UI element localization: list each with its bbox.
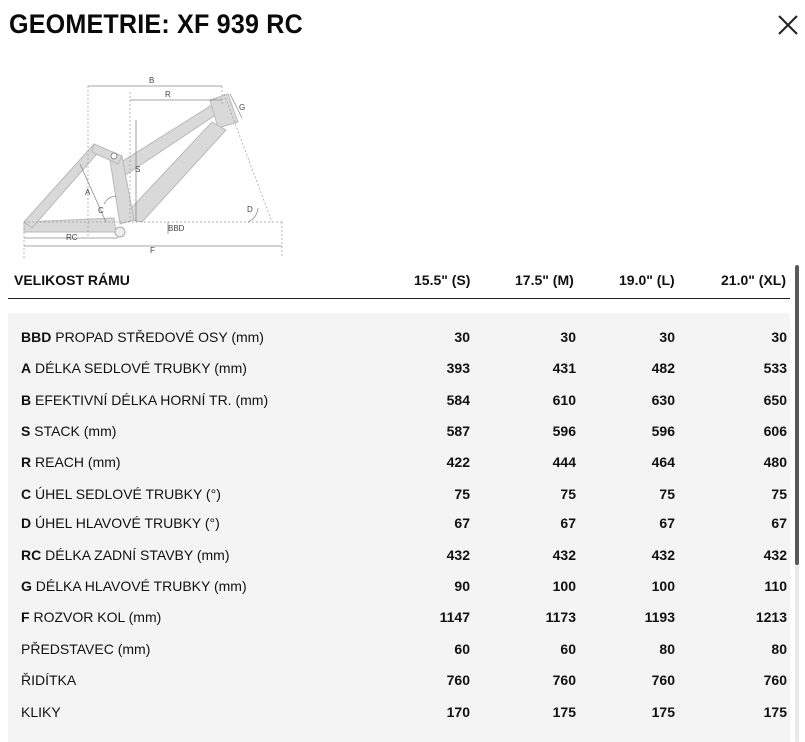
table-row xyxy=(8,507,790,538)
row-code: F xyxy=(21,609,30,625)
value-l: 596 xyxy=(651,423,675,439)
value-xl: 75 xyxy=(771,486,787,502)
value-l: 67 xyxy=(659,515,675,531)
row-label: ŘIDÍTKA xyxy=(21,672,77,688)
value-xl: 110 xyxy=(764,578,787,594)
value-s: 432 xyxy=(446,547,470,563)
value-xl: 650 xyxy=(763,392,787,408)
diagram-label-d: D xyxy=(247,205,253,214)
row-code: A xyxy=(21,360,32,376)
value-l: 760 xyxy=(651,672,675,688)
row-label: DÉLKA ZADNÍ STAVBY (mm) xyxy=(45,547,230,563)
value-l: 100 xyxy=(651,578,675,594)
value-s: 587 xyxy=(446,423,470,439)
table-row xyxy=(8,415,790,446)
value-xl: 1213 xyxy=(755,609,787,625)
value-xl: 480 xyxy=(763,454,787,470)
row-code: BBD xyxy=(21,329,52,345)
value-l: 75 xyxy=(659,486,675,502)
scrollbar-thumb[interactable] xyxy=(795,265,799,565)
table-row xyxy=(8,321,790,352)
header-size-l: 19.0" (L) xyxy=(619,272,675,288)
value-s: 67 xyxy=(454,515,470,531)
header-size-m: 17.5" (M) xyxy=(515,272,574,288)
row-code: S xyxy=(21,423,31,439)
row-code: C xyxy=(21,486,32,502)
geometry-table xyxy=(8,313,790,742)
row-label: KLIKY xyxy=(21,704,61,720)
table-row xyxy=(8,601,790,632)
value-xl: 67 xyxy=(771,515,787,531)
page-title: GEOMETRIE: XF 939 RC xyxy=(9,9,303,39)
value-m: 60 xyxy=(560,641,576,657)
value-l: 30 xyxy=(659,329,675,345)
value-xl: 760 xyxy=(763,672,787,688)
diagram-label-b: B xyxy=(149,76,155,85)
value-m: 1173 xyxy=(545,609,576,625)
diagram-label-f: F xyxy=(150,246,155,255)
row-label: EFEKTIVNÍ DÉLKA HORNÍ TR. (mm) xyxy=(35,392,269,408)
row-label: DÉLKA HLAVOVÉ TRUBKY (mm) xyxy=(35,578,247,594)
value-m: 760 xyxy=(552,672,576,688)
value-l: 1193 xyxy=(644,609,675,625)
table-row xyxy=(8,570,790,601)
table-row xyxy=(8,539,790,570)
header-frame-size: VELIKOST RÁMU xyxy=(14,272,130,288)
value-s: 30 xyxy=(454,329,470,345)
diagram-label-s: S xyxy=(135,165,141,174)
value-l: 80 xyxy=(659,641,675,657)
value-m: 175 xyxy=(552,704,576,720)
diagram-label-bbd: BBD xyxy=(168,224,185,233)
row-code: B xyxy=(21,392,32,408)
value-m: 67 xyxy=(560,515,576,531)
value-s: 393 xyxy=(446,360,470,376)
header-size-xl: 21.0" (XL) xyxy=(721,272,786,288)
value-xl: 432 xyxy=(763,547,787,563)
row-code: R xyxy=(21,454,32,470)
value-s: 90 xyxy=(454,578,470,594)
value-xl: 175 xyxy=(763,704,787,720)
row-label: ÚHEL HLAVOVÉ TRUBKY (°) xyxy=(35,515,220,531)
row-code: RC xyxy=(21,547,42,563)
value-xl: 80 xyxy=(771,641,787,657)
value-m: 596 xyxy=(552,423,576,439)
value-s: 60 xyxy=(454,641,470,657)
row-label: PŘEDSTAVEC (mm) xyxy=(21,641,151,657)
value-xl: 30 xyxy=(771,329,787,345)
value-s: 584 xyxy=(446,392,470,408)
row-label: DÉLKA SEDLOVÉ TRUBKY (mm) xyxy=(35,360,247,376)
diagram-label-c: C xyxy=(98,206,104,215)
value-m: 432 xyxy=(552,547,576,563)
value-m: 610 xyxy=(552,392,576,408)
value-s: 75 xyxy=(454,486,470,502)
row-label: REACH (mm) xyxy=(35,454,121,470)
table-row xyxy=(8,664,790,695)
table-row xyxy=(8,633,790,664)
value-l: 464 xyxy=(651,454,675,470)
value-s: 760 xyxy=(446,672,470,688)
value-m: 75 xyxy=(560,486,576,502)
value-m: 100 xyxy=(552,578,576,594)
value-l: 482 xyxy=(651,360,675,376)
row-label: ÚHEL SEDLOVÉ TRUBKY (°) xyxy=(35,486,221,502)
table-row xyxy=(8,446,790,477)
diagram-label-g: G xyxy=(239,103,246,112)
value-l: 175 xyxy=(651,704,675,720)
value-s: 422 xyxy=(446,454,470,470)
row-label: STACK (mm) xyxy=(34,423,117,439)
value-m: 444 xyxy=(552,454,576,470)
bike-frame-diagram xyxy=(10,72,300,262)
close-icon[interactable] xyxy=(775,12,801,38)
row-label: ROZVOR KOL (mm) xyxy=(33,609,162,625)
row-code: G xyxy=(21,578,32,594)
value-xl: 606 xyxy=(763,423,787,439)
header-size-s: 15.5" (S) xyxy=(414,272,471,288)
table-row xyxy=(8,384,790,415)
diagram-label-rc: RC xyxy=(66,233,78,242)
value-m: 431 xyxy=(552,360,576,376)
table-row xyxy=(8,352,790,383)
scrollbar-track[interactable] xyxy=(795,265,799,742)
table-header xyxy=(8,264,790,299)
value-s: 170 xyxy=(446,704,470,720)
close-button[interactable] xyxy=(775,12,801,38)
value-s: 1147 xyxy=(439,609,470,625)
value-m: 30 xyxy=(560,329,576,345)
value-l: 432 xyxy=(651,547,675,563)
diagram-label-r: R xyxy=(165,90,171,99)
diagram-label-a: A xyxy=(85,188,91,197)
table-row xyxy=(8,478,790,509)
value-l: 630 xyxy=(651,392,675,408)
row-label: PROPAD STŘEDOVÉ OSY (mm) xyxy=(55,329,264,345)
value-xl: 533 xyxy=(763,360,787,376)
row-code: D xyxy=(21,515,32,531)
table-row xyxy=(8,696,790,727)
